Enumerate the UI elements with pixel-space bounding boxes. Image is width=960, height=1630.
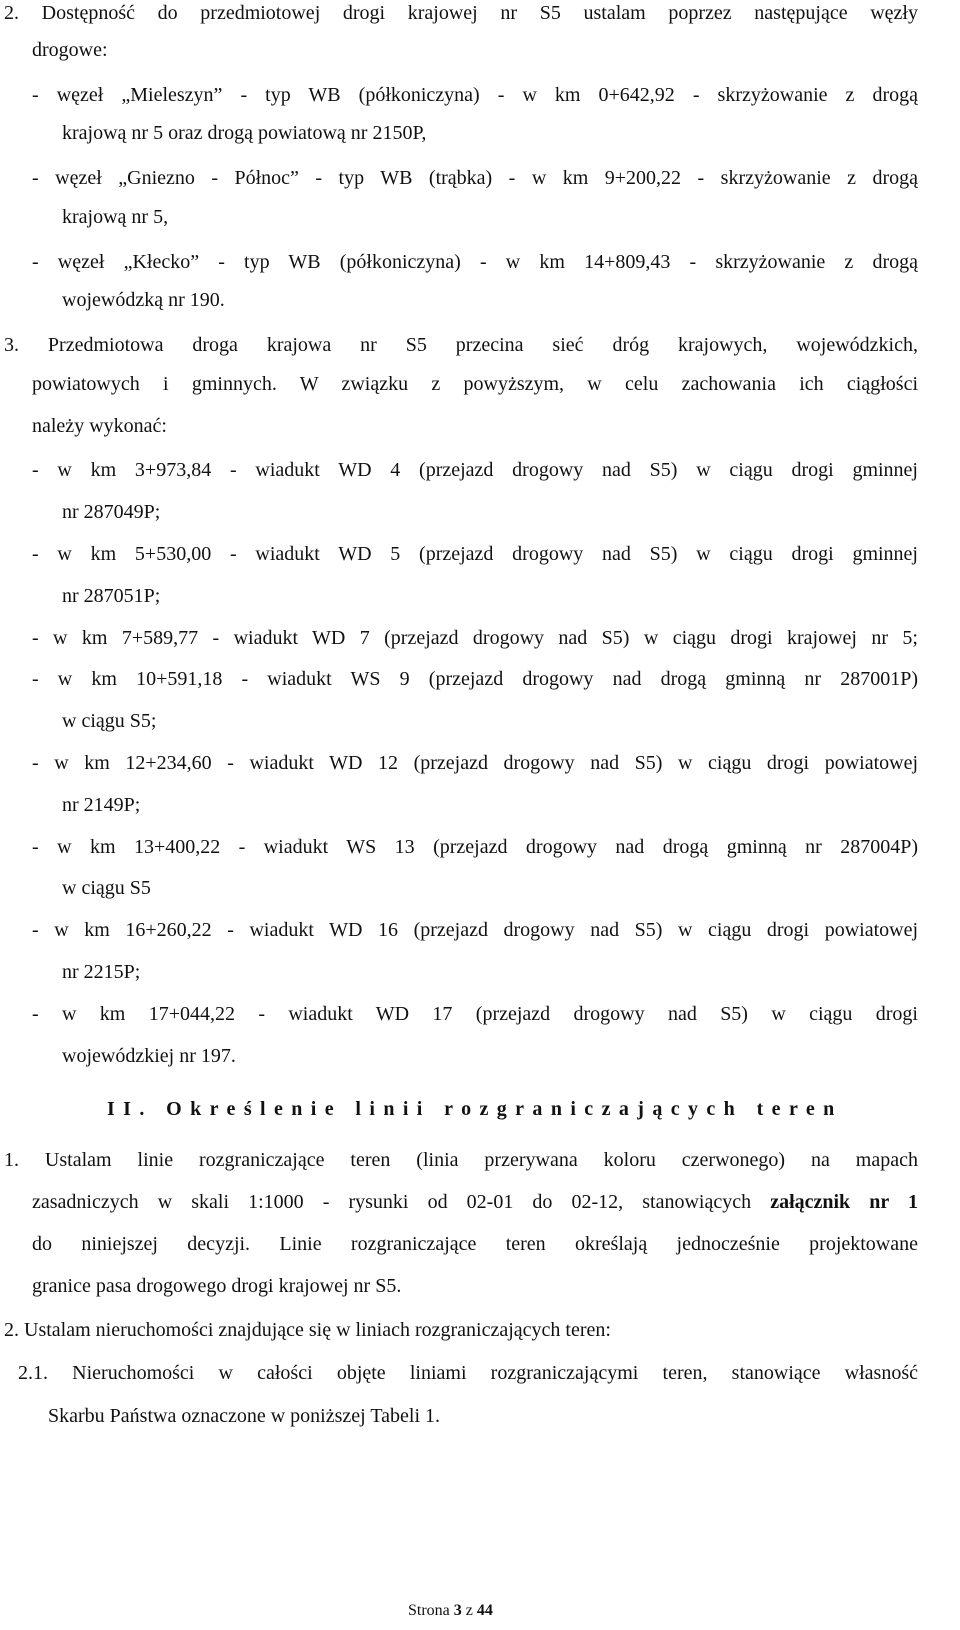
viaduct-wd5-line-1: - w km 5+530,00 - wiadukt WD 5 (przejazd drogowy nad S5) w ciągu drogi gminnej (32, 543, 918, 565)
viaduct-ws9-line-2: w ciągu S5; (62, 710, 157, 732)
viaduct-wd16-line-2: nr 2215P; (62, 961, 141, 983)
page-footer (408, 1598, 493, 1624)
junction-klecko-line-2: wojewódzką nr 190. (62, 289, 225, 311)
attachment-reference: załącznik nr 1 (770, 1191, 918, 1213)
viaduct-wd7-line-1: - w km 7+589,77 - wiadukt WD 7 (przejazd drogowy nad S5) w ciągu drogi krajowej nr 5; (32, 627, 918, 649)
viaduct-ws13-line-1: - w km 13+400,22 - wiadukt WS 13 (przejazd drogowy nad drogą gminną nr 287004P) (32, 836, 918, 858)
paragraph-3-line-1: 3. Przedmiotowa droga krajowa nr S5 przecina sieć dróg krajowych, wojewódzkich, (4, 334, 918, 356)
viaduct-wd4-line-1: - w km 3+973,84 - wiadukt WD 4 (przejazd drogowy nad S5) w ciągu drogi gminnej (32, 459, 918, 481)
footer-separator: z (465, 1602, 473, 1619)
viaduct-wd16-line-1: - w km 16+260,22 - wiadukt WD 16 (przejazd drogowy nad S5) w ciągu drogi powiatowej (32, 919, 918, 941)
viaduct-ws9-line-1: - w km 10+591,18 - wiadukt WS 9 (przejazd drogowy nad drogą gminną nr 287001P) (32, 668, 918, 690)
paragraph-3-line-2: powiatowych i gminnych. W związku z powyższym, w celu zachowania ich ciągłości (32, 373, 918, 395)
junction-gniezno-line-2: krajową nr 5, (62, 206, 169, 228)
viaduct-wd17-line-2: wojewódzkiej nr 197. (62, 1045, 236, 1067)
paragraph-2-line-1: 2. Dostępność do przedmiotowej drogi krajowej nr S5 ustalam poprzez następujące węzły (4, 2, 918, 24)
section-2-point-2-1-line-1: 2.1. Nieruchomości w całości objęte liniami rozgraniczającymi teren, stanowiące własność (18, 1362, 918, 1384)
section-2-point-2-1-line-2: Skarbu Państwa oznaczone w poniższej Tabeli 1. (48, 1405, 441, 1427)
section-2-point-1-line-2 (32, 1189, 918, 1215)
junction-mieleszyn-line-2: krajową nr 5 oraz drogą powiatową nr 2150P, (62, 122, 427, 144)
viaduct-wd4-line-2: nr 287049P; (62, 501, 161, 523)
paragraph-3-line-3: należy wykonać: (32, 415, 167, 437)
footer-prefix: Strona (408, 1602, 450, 1619)
line-text: zasadniczych w skali 1:1000 - rysunki od 02-01 do 02-12, stanowiących (32, 1191, 752, 1213)
viaduct-wd12-line-2: nr 2149P; (62, 794, 141, 816)
junction-gniezno-line-1: - węzeł „Gniezno - Północ” - typ WB (trąbka) - w km 9+200,22 - skrzyżowanie z drogą (32, 167, 918, 189)
footer-page-number: 3 (453, 1602, 462, 1619)
viaduct-wd5-line-2: nr 287051P; (62, 585, 161, 607)
footer-page-total: 44 (476, 1602, 493, 1619)
junction-klecko-line-1: - węzeł „Kłecko” - typ WB (półkoniczyna) - w km 14+809,43 - skrzyżowanie z drogą (32, 251, 918, 273)
section-heading: II. Określenie linii rozgraniczających teren (107, 1098, 843, 1120)
paragraph-2-line-2: drogowe: (32, 39, 108, 61)
viaduct-ws13-line-2: w ciągu S5 (62, 877, 151, 899)
junction-mieleszyn-line-1: - węzeł „Mieleszyn” - typ WB (półkoniczyna) - w km 0+642,92 - skrzyżowanie z drogą (32, 84, 918, 106)
section-2-point-1-line-4: granice pasa drogowego drogi krajowej nr S5. (32, 1275, 402, 1297)
section-2-point-1-line-1: 1. Ustalam linie rozgraniczające teren (linia przerywana koloru czerwonego) na mapach (4, 1149, 918, 1171)
viaduct-wd12-line-1: - w km 12+234,60 - wiadukt WD 12 (przejazd drogowy nad S5) w ciągu drogi powiatowej (32, 752, 918, 774)
viaduct-wd17-line-1: - w km 17+044,22 - wiadukt WD 17 (przejazd drogowy nad S5) w ciągu drogi (32, 1003, 918, 1025)
section-2-point-2-line-1: 2. Ustalam nieruchomości znajdujące się w liniach rozgraniczających teren: (4, 1319, 611, 1341)
section-2-point-1-line-3: do niniejszej decyzji. Linie rozgraniczające teren określają jednocześnie projektowane (32, 1233, 918, 1255)
